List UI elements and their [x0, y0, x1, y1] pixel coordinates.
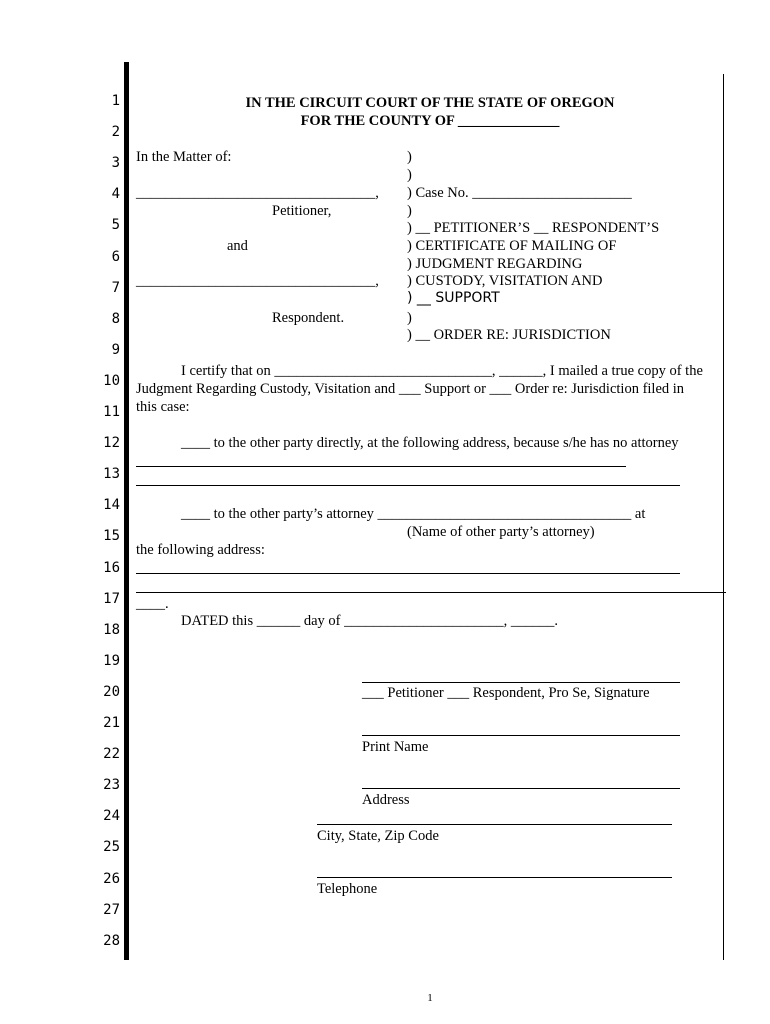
line-number: 16 [103, 559, 120, 576]
address-line[interactable] [136, 466, 626, 467]
line-number: 22 [103, 746, 120, 763]
line-number: 14 [103, 497, 120, 514]
line-number: 7 [111, 279, 120, 296]
document-title-line: ) CUSTODY, VISITATION AND [407, 273, 603, 289]
court-title: IN THE CIRCUIT COURT OF THE STATE OF OREGON [245, 95, 615, 111]
dated-line[interactable]: DATED this ______ day of ______________________, ______. [181, 613, 558, 629]
city-state-zip-label: City, State, Zip Code [317, 828, 439, 844]
petitioner-name-field[interactable]: _________________________________, [136, 185, 379, 201]
line-number: 5 [111, 217, 120, 234]
line-number: 12 [103, 435, 120, 452]
attorney-address-line[interactable] [136, 592, 726, 593]
respondent-name-field[interactable]: _________________________________, [136, 273, 379, 289]
line-number: 3 [111, 155, 120, 172]
certify-line-1: I certify that on ______________________________, ______, I mailed a true copy of the [181, 363, 703, 379]
line-number: 28 [103, 932, 120, 949]
print-name-label: Print Name [362, 739, 429, 755]
county-line: FOR THE COUNTY OF ______________ [300, 113, 560, 129]
option-direct-to-party[interactable]: ____ to the other party directly, at the following address, because s/he has no attorney [181, 435, 679, 451]
petitioner-respondent-choice[interactable]: ) __ PETITIONER’S __ RESPONDENT’S [407, 220, 660, 236]
attorney-name-caption: (Name of other party’s attorney) [407, 524, 595, 540]
address-line[interactable] [362, 788, 680, 789]
address-label: Address [362, 792, 410, 808]
following-address-label: the following address: [136, 542, 265, 558]
document-title-line: ) CERTIFICATE OF MAILING OF [407, 238, 617, 254]
in-matter-of: In the Matter of: [136, 149, 232, 165]
line-number: 20 [103, 683, 120, 700]
line-number: 15 [103, 528, 120, 545]
support-choice[interactable]: ) __ SUPPORT [407, 290, 500, 306]
line-number: 10 [103, 372, 120, 389]
caption-paren: ) [407, 167, 412, 183]
left-margin-rule [124, 62, 129, 960]
page-number: 1 [427, 992, 433, 1004]
line-number: 25 [103, 839, 120, 856]
line-number: 18 [103, 621, 120, 638]
line-number: 11 [103, 404, 120, 420]
line-number: 26 [103, 870, 120, 887]
signature-party-label: ___ Petitioner ___ Respondent, Pro Se, Signature [362, 685, 650, 701]
line-number: 27 [103, 901, 120, 918]
line-number: 9 [111, 341, 120, 358]
right-margin-rule [723, 74, 724, 960]
line-number: 17 [103, 590, 120, 607]
petitioner-label: Petitioner, [272, 203, 332, 219]
jurisdiction-choice[interactable]: ) __ ORDER RE: JURISDICTION [407, 327, 611, 343]
certify-line-3: this case: [136, 399, 190, 415]
and-label: and [227, 238, 248, 254]
option-to-attorney[interactable]: ____ to the other party’s attorney ___________________________________ at [181, 506, 646, 522]
caption-paren: ) [407, 203, 412, 219]
line-number: 2 [111, 124, 120, 141]
line-number: 1 [111, 93, 120, 109]
respondent-label: Respondent. [272, 310, 345, 326]
caption-paren: ) [407, 149, 412, 165]
signature-line[interactable] [362, 682, 680, 683]
trailing-blank[interactable]: ____. [136, 596, 169, 612]
telephone-label: Telephone [317, 881, 378, 897]
print-name-line[interactable] [362, 735, 680, 736]
address-line[interactable] [136, 485, 680, 486]
case-number-field[interactable]: ) Case No. ______________________ [407, 185, 632, 201]
line-number: 8 [111, 310, 120, 327]
certify-line-2: Judgment Regarding Custody, Visitation and ___ Support or ___ Order re: Jurisdiction filed in [136, 381, 685, 397]
line-number: 21 [103, 715, 120, 731]
line-number: 19 [103, 652, 120, 669]
telephone-line[interactable] [317, 877, 672, 878]
line-number: 4 [111, 186, 120, 203]
line-number: 6 [111, 248, 120, 265]
line-number: 23 [103, 777, 120, 794]
city-state-zip-line[interactable] [317, 824, 672, 825]
document-title-line: ) JUDGMENT REGARDING [407, 256, 583, 272]
attorney-address-line[interactable] [136, 573, 680, 574]
caption-paren: ) [407, 310, 412, 326]
line-number: 13 [103, 466, 120, 483]
line-number: 24 [103, 808, 120, 825]
